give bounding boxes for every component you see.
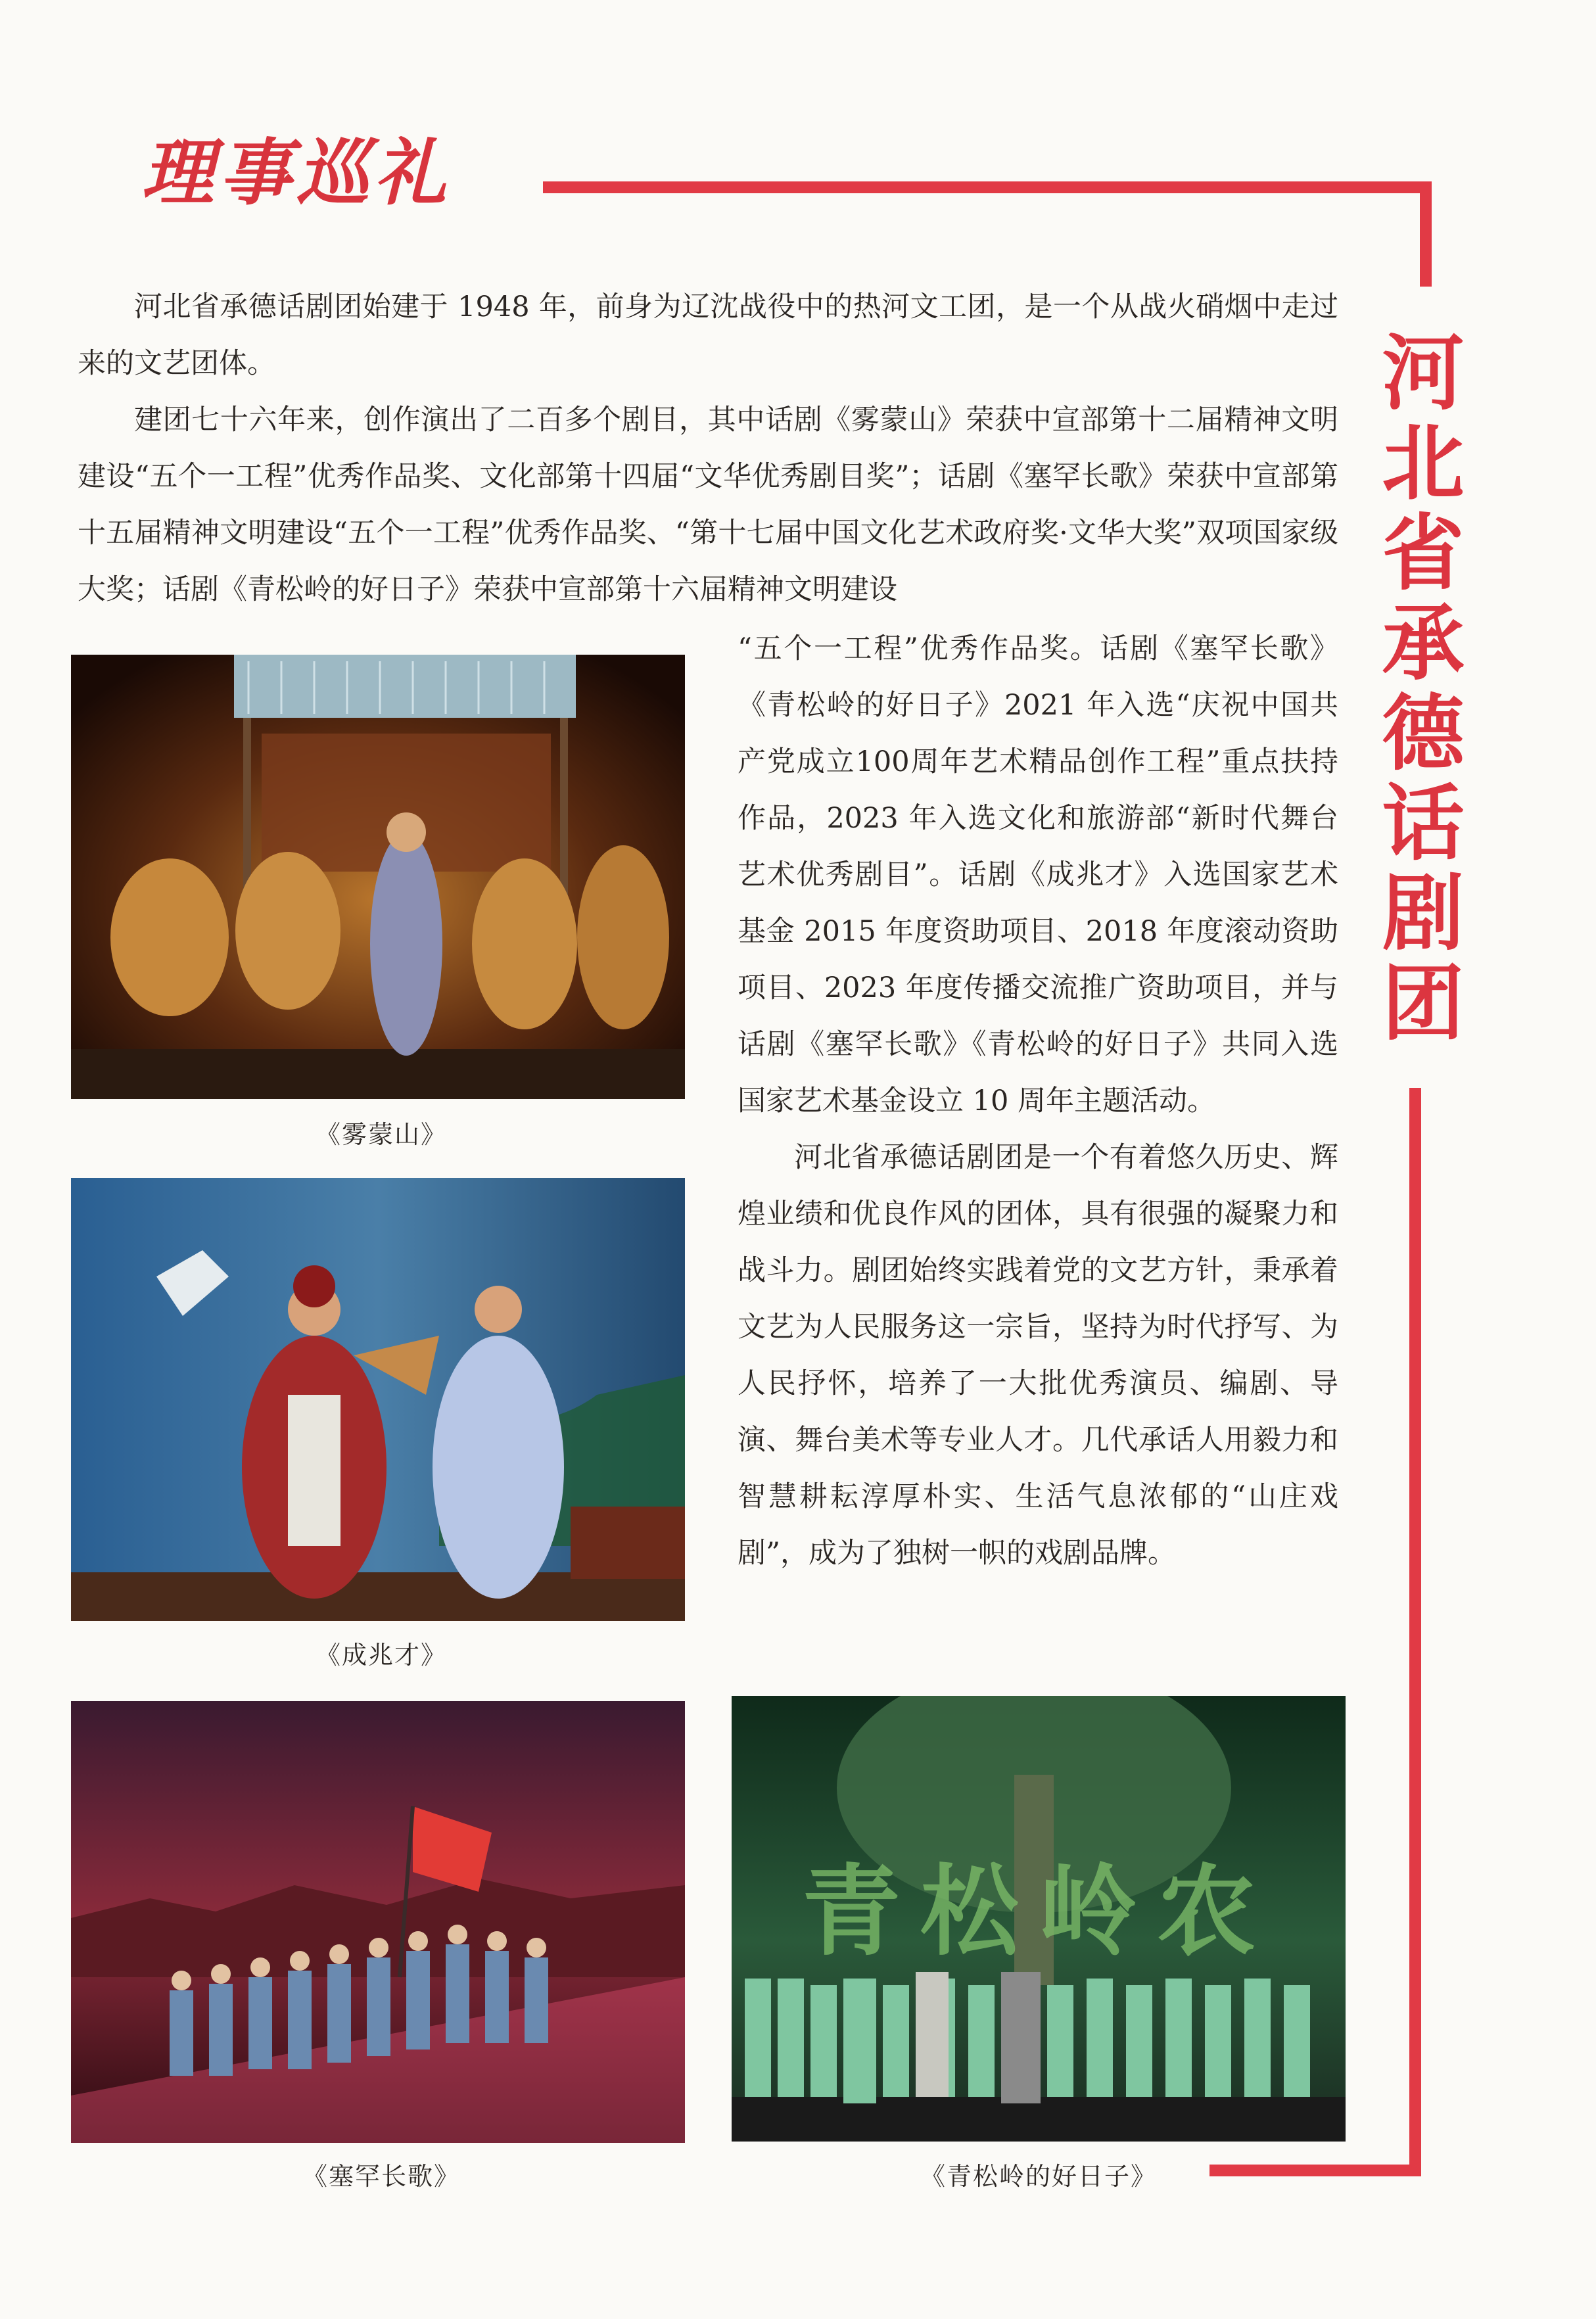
caption-chengzhaocai: 《成兆才》 [315, 1641, 447, 1670]
paragraph-troupe: 河北省承德话剧团是一个有着悠久历史、辉煌业绩和优良作风的团体，具有很强的凝聚力和战斗力。剧团始终实践着党的文艺方针，秉承着文艺为人民服务这一宗旨，坚持为时代抒写、为人民抒怀，培养了一大批优秀演员、编剧、导演、舞台美术等专业人才。几代承话人用毅力和智慧耕耘淳厚朴实、生活气息浓郁的“山庄戏剧”，成为了独树一帜的戏剧品牌。 [738, 1141, 1338, 1570]
vertical-title-char: 话 [1382, 776, 1465, 872]
section-title: 理事巡礼 [141, 131, 452, 215]
bottom-rule [1209, 2165, 1421, 2176]
right-rule-lower [1409, 1088, 1421, 2176]
intro-block [78, 279, 1338, 618]
caption-qingsongling: 《青松岭的好日子》 [920, 2162, 1157, 2191]
paragraph-awards-continued: “五个一工程”优秀作品奖。话剧《塞罕长歌》《青松岭的好日子》2021 年入选“庆祝中国共产党成立100周年艺术精品创作工程”重点扶持作品，2023 年入选文化和旅游部“新时代舞台艺术优秀剧目”。话剧《成兆才》入选国家艺术基金 2015 年度资助项目、2018 年度滚动资助项目、2023 年度传播交流推广资助项目，并与话剧《塞罕长歌》《青松岭的好日子》共同入选国家艺术基金设立 10 周年主题活动。 [738, 632, 1338, 1117]
photo-qingsongling [732, 1696, 1346, 2142]
vertical-title-char: 北 [1382, 416, 1465, 511]
paragraph-history: 河北省承德话剧团始建于 1948 年，前身为辽沈战役中的热河文工团，是一个从战火硝烟中走过来的文艺团体。 [78, 291, 1338, 380]
right-rule-upper [1420, 181, 1432, 287]
caption-saihanchangge: 《塞罕长歌》 [302, 2162, 460, 2191]
paragraph-awards: 建团七十六年来，创作演出了二百多个剧目，其中话剧《雾蒙山》荣获中宣部第十二届精神文明建设“五个一工程”优秀作品奖、文化部第十四届“文华优秀剧目奖”；话剧《塞罕长歌》荣获中宣部第十五届精神文明建设“五个一工程”优秀作品奖、“第十七届中国文化艺术政府奖·文华大奖”双项国家级大奖；话剧《青松岭的好日子》荣获中宣部第十六届精神文明建设 [78, 404, 1338, 606]
vertical-title-char: 河 [1382, 326, 1465, 421]
photo-wumengshan [71, 655, 685, 1099]
caption-wumengshan: 《雾蒙山》 [315, 1120, 447, 1149]
vertical-title-char: 承 [1382, 596, 1465, 691]
stage-banner-text: 青松岭农 [801, 1855, 1276, 1969]
vertical-title-char: 团 [1382, 956, 1465, 1052]
photo-chengzhaocai [71, 1178, 685, 1621]
photo-saihanchangge [71, 1701, 685, 2143]
top-rule [543, 181, 1432, 193]
right-column [738, 621, 1338, 1581]
vertical-title-char: 德 [1382, 686, 1465, 782]
vertical-title-char: 剧 [1382, 866, 1465, 962]
vertical-title-char: 省 [1382, 506, 1465, 601]
vertical-title [1374, 326, 1472, 1052]
